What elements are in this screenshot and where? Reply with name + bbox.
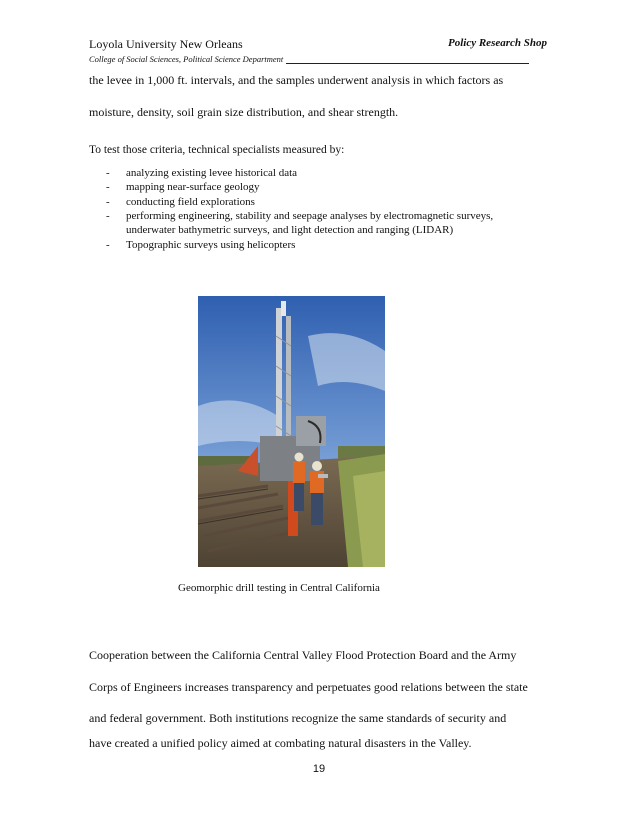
list-item-text: mapping near-surface geology <box>126 181 260 194</box>
list-item-text: analyzing existing levee historical data <box>126 167 298 179</box>
header-shop: Policy Research Shop <box>448 37 547 49</box>
paragraph-1-line-2: moisture, density, soil grain size distribution, and shear strength. <box>89 105 399 119</box>
paragraph-2-line-3: and federal government. Both institutions recognize the same standards of security and <box>89 711 507 725</box>
list-intro: To test those criteria, technical specialists measured by: <box>89 144 345 156</box>
header-institution: Loyola University New Orleans <box>89 37 243 51</box>
list-item-text: Topographic surveys using helicopters <box>126 238 296 251</box>
list-item <box>89 166 529 180</box>
list-item-text: performing engineering, stability and seepage analyses by electromagnetic surveys, underwater bathymetric surveys, and light detection and ranging (LIDAR) <box>126 210 494 237</box>
header-rule <box>286 63 529 64</box>
photo-caption: Geomorphic drill testing in Central California <box>178 582 380 594</box>
bullet-dash: - <box>106 195 110 208</box>
bullet-dash: - <box>106 167 110 179</box>
paragraph-2-line-2: Corps of Engineers increases transparency and perpetuates good relations between the state <box>89 680 528 694</box>
page-number: 19 <box>312 763 326 775</box>
list-item <box>89 209 529 237</box>
list-item-text: conducting field explorations <box>126 195 255 208</box>
bullet-dash: - <box>106 210 110 223</box>
list-item <box>89 195 529 209</box>
paragraph-2-line-4: have created a unified policy aimed at combating natural disasters in the Valley. <box>89 736 472 750</box>
paragraph-1-line-1: the levee in 1,000 ft. intervals, and the samples underwent analysis in which factors as <box>89 73 504 87</box>
drill-rig-photo <box>198 296 385 567</box>
header-department: College of Social Sciences, Political Science Department <box>89 54 284 64</box>
bullet-dash: - <box>106 238 110 251</box>
list-item <box>89 180 529 194</box>
list-item <box>89 238 529 252</box>
bullet-dash: - <box>106 181 110 194</box>
paragraph-2-line-1: Cooperation between the California Central Valley Flood Protection Board and the Army <box>89 648 517 662</box>
criteria-list <box>89 166 529 252</box>
